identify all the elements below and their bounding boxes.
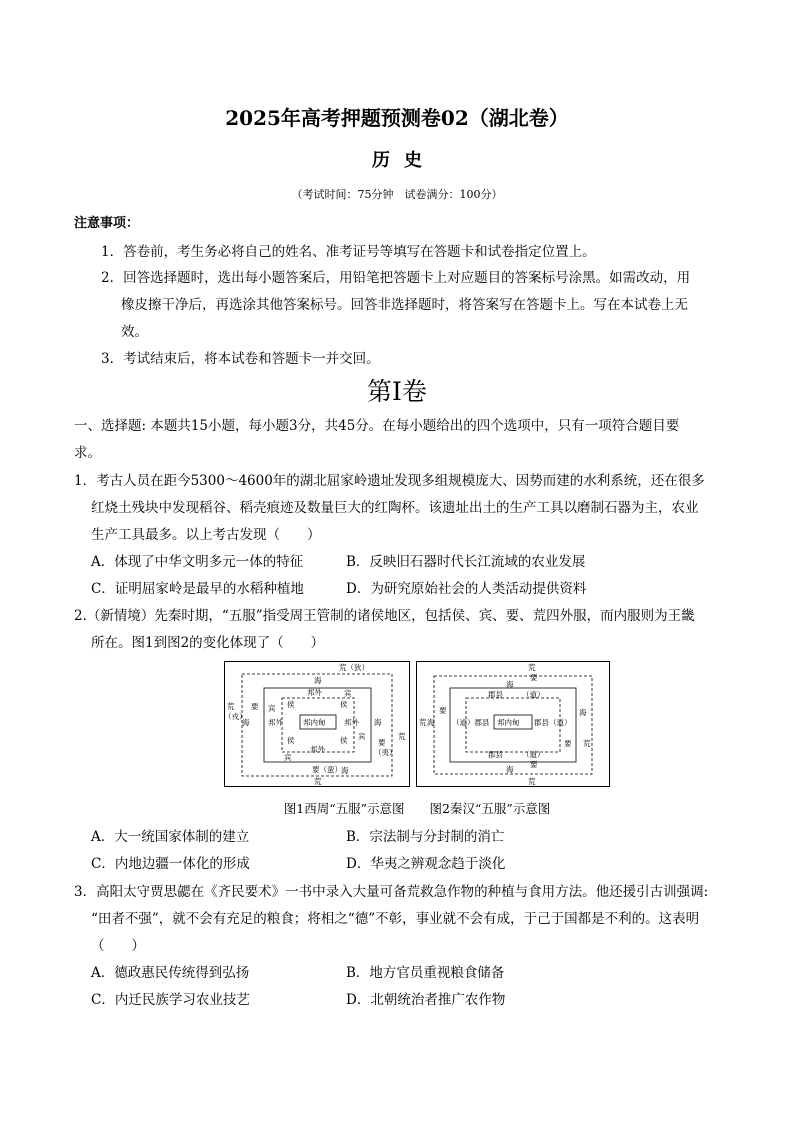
fig2-bottom-junxian: 郡县	[488, 750, 503, 759]
exam-title: 2025年高考押题预测卷02（湖北卷）	[225, 106, 569, 130]
fig1-yao-bottom: 要（蛮）	[312, 765, 342, 774]
five-fu-diagram	[224, 661, 610, 789]
fig1-center: 邦内甸	[303, 718, 326, 727]
fig2-left-yao: 要	[439, 706, 447, 715]
fig2-right-hai: 海	[579, 708, 587, 717]
fig1-right-yao-sub: （夷）	[374, 748, 397, 757]
fig2-top-junxian: 郡县	[488, 690, 503, 699]
fig2-top-dao: （道）	[522, 690, 545, 699]
fig1-hou-left: 侯	[287, 700, 295, 709]
fig2-top-hai: 海	[506, 680, 514, 689]
fig2-top-yao: 要	[530, 673, 538, 682]
fig2-bottom-dao: （道）	[522, 750, 545, 759]
question-3-line-1: 3．高阳太守贾思勰在《齐民要术》一书中录入大量可备荒救急作物的种植与食用方法。他还援引古训强调:	[74, 884, 709, 900]
question-1-option-d[interactable]: D．为研究原始社会的人类活动提供资料	[346, 581, 587, 597]
fig1-top-huang: 荒（狄）	[339, 663, 369, 672]
fig2-bottom-hai: 海	[506, 765, 514, 774]
question-2-option-d[interactable]: D．华夷之辨观念趋于淡化	[346, 856, 506, 872]
fig1-huang-bottom: 荒	[314, 777, 322, 786]
notice-item-2-cont2: 效。	[121, 324, 148, 340]
question-2-line-2: 所在。图1到图2的变化体现了（ ）	[91, 635, 325, 651]
fig1-hou-bottom: 侯	[287, 736, 295, 745]
question-1-line-2: 红烧土残块中发现稻谷、稻壳痕迹及数量巨大的红陶杯。该遗址出土的生产工具以磨制石器为主，农业	[91, 500, 699, 516]
fig2-row-right: 郡县（道）	[534, 718, 572, 727]
fig2-bottom-huang: 荒	[528, 777, 536, 786]
fig1-right-huang: 荒	[398, 732, 406, 741]
question-2-option-a[interactable]: A．大一统国家体制的建立	[91, 829, 250, 845]
exam-info: （考试时间：75分钟 试卷满分：100分）	[291, 188, 503, 201]
question-3-option-a[interactable]: A．德政惠民传统得到弘扬	[91, 965, 250, 981]
fig2-right-huang: 荒	[583, 739, 591, 748]
fig1-bangwai-bottom: 邦外	[310, 745, 325, 754]
question-1-line-1: 1．考古人员在距今5300～4600年的湖北屈家岭遗址发现多组规模庞大、因势而建的水利系统，还在很多	[74, 473, 705, 489]
five-fu-figure	[224, 661, 610, 793]
fig1-left-huang-sub: （戎）	[224, 712, 247, 721]
question-3-option-b[interactable]: B．地方官员重视粮食储备	[346, 965, 505, 981]
fig1-right-hai: 海	[374, 718, 382, 727]
figure-1-western-zhou	[224, 662, 410, 787]
subject-title: 历史	[372, 150, 436, 171]
question-1-option-b[interactable]: B．反映旧石器时代长江流域的农业发展	[346, 554, 586, 570]
fig1-left-yao: 要	[251, 702, 259, 711]
fig2-bottom-yao: 要	[530, 760, 538, 769]
section-intro-cont: 求。	[74, 445, 101, 461]
section-intro: 一、选择题: 本题共15小题，每小题3分，共45分。在每小题给出的四个选项中，只有一项符合题目要	[74, 418, 680, 434]
fig1-top-bin: 宾	[344, 689, 352, 698]
fig1-right-yao: 要	[378, 738, 386, 747]
question-3-line-2: “田者不强”，就不会有充足的粮食；将相之“德”不彰，事业就不会有成，于己于国都是不利的。这表明	[91, 911, 700, 927]
question-3-line-3: （ ）	[91, 938, 145, 954]
figure-caption: 图1西周“五服”示意图 图2秦汉“五服”示意图	[283, 801, 551, 816]
fig1-bin-bottom: 宾	[284, 753, 292, 762]
fig1-hou-right: 侯	[340, 700, 348, 709]
question-1-option-c[interactable]: C．证明屈家岭是最早的水稻种植地	[91, 581, 304, 597]
fig2-right-yao: 要	[564, 739, 572, 748]
question-2-option-b[interactable]: B．宗法制与分封制的消亡	[346, 829, 505, 845]
question-3-option-d[interactable]: D．北朝统治者推广农作物	[346, 992, 506, 1008]
question-1-line-3: 生产工具最多。以上考古发现（ ）	[91, 527, 321, 543]
notice-item-2-cont: 橡皮擦干净后，再选涂其他答案标号。回答非选择题时，将答案写在答题卡上。写在本试卷上无	[121, 297, 688, 313]
fig1-right-bangwai: 邦外	[344, 718, 359, 727]
fig1-hai-bottom: 海	[341, 766, 349, 775]
fig1-left-huang: 荒	[227, 702, 235, 711]
fig2-left-hai: 海	[427, 718, 435, 727]
fig1-left-bin: 宾	[268, 704, 276, 713]
fig1-left-hai: 海	[242, 718, 250, 727]
fig1-left-bangwai: 邦外	[268, 718, 283, 727]
fig2-center: 邦内甸	[497, 718, 520, 727]
notice-heading: 注意事项：	[74, 216, 140, 231]
question-1-option-a[interactable]: A．体现了中华文明多元一体的特征	[91, 554, 304, 570]
figure-2-qin-han	[417, 662, 610, 787]
question-2-option-c[interactable]: C．内地边疆一体化的形成	[91, 856, 250, 872]
fig1-top-bangwai: 邦外	[307, 688, 322, 697]
notice-item-3: 3．考试结束后，将本试卷和答题卡一并交回。	[101, 351, 380, 367]
notice-item-1: 1．答卷前，考生务必将自己的姓名、准考证号等填写在答题卡和试卷指定位置上。	[101, 244, 596, 260]
fig2-row-left: （道）郡县	[452, 718, 490, 727]
question-2-line-1: 2.（新情境）先秦时期，“五服”指受周王管制的诸侯地区，包括侯、宾、要、荒四外服，而内服则为王畿	[74, 608, 695, 624]
fig1-hou-bottom-right: 侯	[340, 736, 348, 745]
notice-item-2: 2．回答选择题时，选出每小题答案后，用铅笔把答题卡上对应题目的答案标号涂黑。如需改动，用	[101, 270, 691, 286]
section-title: 第Ⅰ卷	[367, 377, 427, 406]
question-3-option-c[interactable]: C．内迁民族学习农业技艺	[91, 992, 250, 1008]
fig1-top-hai: 海	[314, 676, 322, 685]
fig1-right-bin: 宾	[358, 732, 366, 741]
fig2-top-huang: 荒	[528, 663, 536, 672]
fig2-left-huang: 荒	[419, 718, 427, 727]
